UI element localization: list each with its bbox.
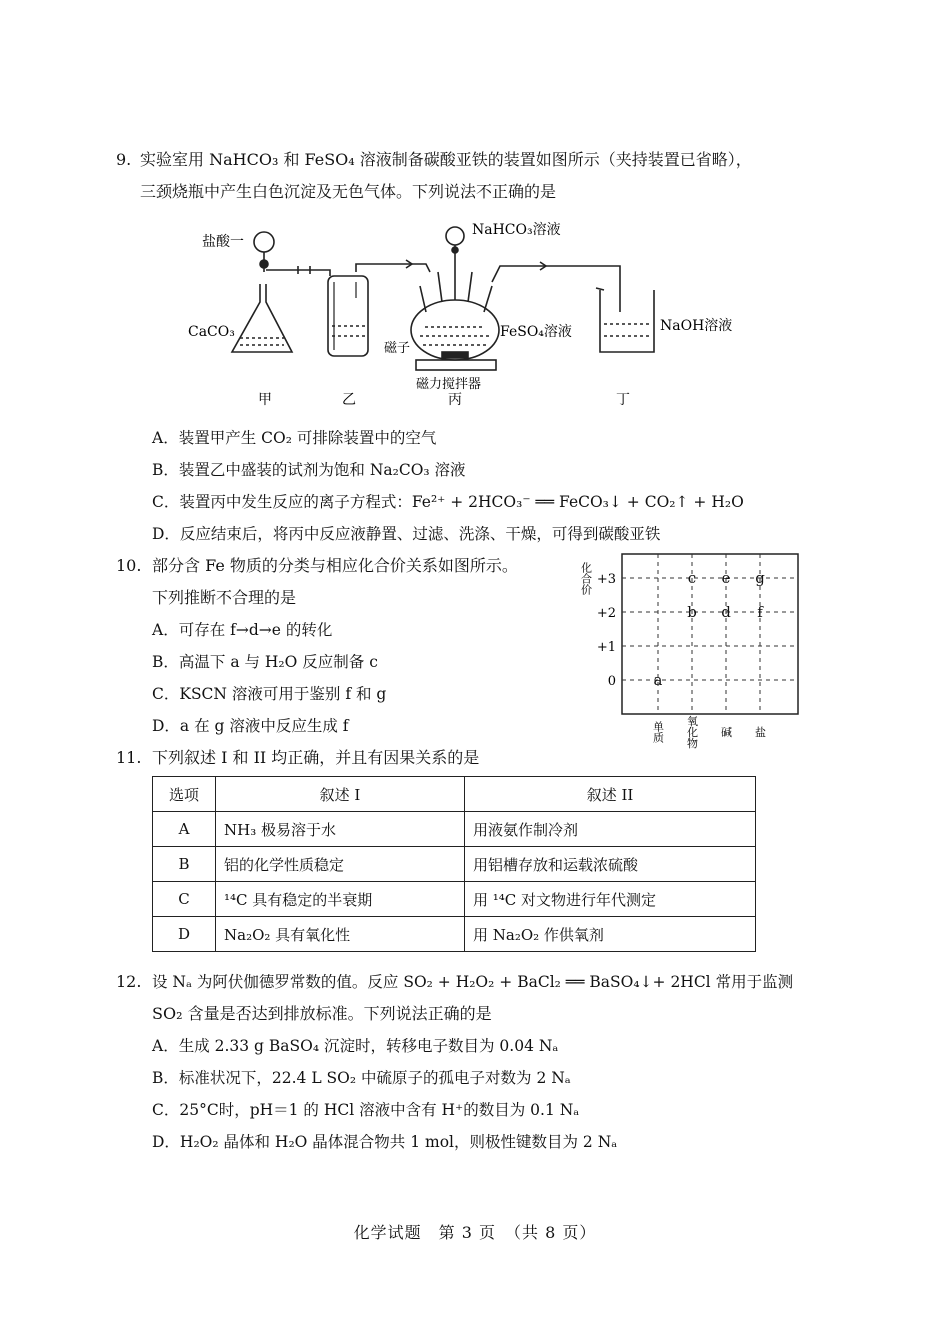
q10-stem-line1: 部分含 Fe 物质的分类与相应化合价关系如图所示。 [152, 556, 518, 575]
q11-number: 11. [116, 748, 142, 767]
q9-number: 9. [116, 150, 132, 169]
y-tick-label: +2 [596, 606, 616, 621]
table-cell: C [153, 882, 216, 917]
table-header-cell: 叙述 II [465, 777, 756, 812]
three-neck-flask-icon [411, 300, 499, 360]
point-a: a [653, 671, 663, 689]
label-naoh: NaOH溶液 [660, 318, 733, 334]
table-cell: Na₂O₂ 具有氧化性 [216, 917, 465, 952]
beaker-icon [600, 290, 654, 352]
q12-option-c: C．25°C时，pH＝1 的 HCl 溶液中含有 H⁺的数目为 0.1 Nₐ [152, 1101, 580, 1119]
table-cell: 用 Na₂O₂ 作供氧剂 [465, 917, 756, 952]
table-cell: NH₃ 极易溶于水 [216, 812, 465, 847]
table-cell: 用液氨作制冷剂 [465, 812, 756, 847]
q10-number: 10. [116, 556, 142, 575]
label-nahco3: NaHCO₃溶液 [472, 222, 561, 238]
table-cell: 用铝槽存放和运载浓硫酸 [465, 847, 756, 882]
q9-option-d: D．反应结束后，将丙中反应液静置、过滤、洗涤、干燥，可得到碳酸亚铁 [152, 525, 661, 543]
point-c: c [687, 569, 697, 587]
label-magnet: 磁子 [384, 341, 411, 356]
y-tick-label: +3 [596, 572, 616, 587]
table-row [153, 812, 756, 847]
q10-option-d: D．a 在 g 溶液中反应生成 f [152, 717, 349, 735]
q10-stem-line2: 下列推断不合理的是 [152, 588, 297, 607]
table-cell: 铝的化学性质稳定 [216, 847, 465, 882]
label-bing: 丙 [448, 392, 462, 408]
label-jia: 甲 [258, 392, 272, 408]
q11-stem: 下列叙述 I 和 II 均正确，并且有因果关系的是 [152, 748, 480, 767]
point-b: b [687, 603, 697, 621]
label-feso4: FeSO₄溶液 [500, 324, 572, 340]
point-e: e [721, 569, 731, 587]
label-caco3: CaCO₃ [188, 324, 235, 340]
table-row [153, 917, 756, 952]
point-f: f [757, 603, 763, 621]
separatory-funnel-icon [254, 232, 274, 252]
table-cell: A [153, 812, 216, 847]
table-row [153, 847, 756, 882]
q9-option-b: B．装置乙中盛装的试剂为饱和 Na₂CO₃ 溶液 [152, 461, 466, 479]
chart-ylabel: 化合价 [579, 562, 593, 595]
table-row [153, 882, 756, 917]
q12-stem-line2: SO₂ 含量是否达到排放标准。下列说法正确的是 [152, 1004, 492, 1023]
point-g: g [755, 569, 765, 587]
q9-apparatus-figure [180, 212, 780, 412]
q12-number: 12. [116, 972, 142, 991]
q10-option-c: C．KSCN 溶液可用于鉴别 f 和 g [152, 685, 387, 703]
q12-option-d: D．H₂O₂ 晶体和 H₂O 晶体混合物共 1 mol，则极性键数目为 2 Nₐ [152, 1133, 618, 1151]
table-cell: D [153, 917, 216, 952]
table-cell: 用 ¹⁴C 对文物进行年代测定 [465, 882, 756, 917]
q10-option-b: B．高温下 a 与 H₂O 反应制备 c [152, 653, 378, 671]
y-tick-label: +1 [596, 640, 616, 655]
q9-stem-line1: 实验室用 NaHCO₃ 和 FeSO₄ 溶液制备碳酸亚铁的装置如图所示（夹持装置已省略）， [140, 150, 752, 169]
x-category-label: 碱 [719, 726, 733, 738]
table-header-cell: 叙述 I [216, 777, 465, 812]
label-ding: 丁 [616, 392, 630, 408]
magnetic-stirrer-icon [416, 360, 496, 370]
q9-stem-line2: 三颈烧瓶中产生白色沉淀及无色气体。下列说法不正确的是 [140, 182, 557, 201]
q12-stem-line1: 设 Nₐ 为阿伏伽德罗常数的值。反应 SO₂ + H₂O₂ + BaCl₂ ══ BaSO₄↓+ 2HCl 常用于监测 [152, 973, 794, 991]
q9-option-c: C．装置丙中发生反应的离子方程式：Fe²⁺ + 2HCO₃⁻ ══ FeCO₃↓ + CO₂↑ + H₂O [152, 493, 744, 511]
x-category-label: 盐 [753, 726, 767, 738]
point-d: d [721, 603, 731, 621]
table-cell: B [153, 847, 216, 882]
label-yi: 乙 [342, 392, 356, 408]
q9-option-a: A．装置甲产生 CO₂ 可排除装置中的空气 [152, 429, 437, 447]
x-category-label: 单质 [651, 721, 665, 743]
page-footer: 化学试题 第 3 页 （共 8 页） [353, 1223, 597, 1242]
label-stirrer: 磁力搅拌器 [416, 377, 482, 392]
q11-table [152, 776, 756, 952]
q10-option-a: A．可存在 f→d→e 的转化 [152, 621, 333, 639]
q12-option-b: B．标准状况下，22.4 L SO₂ 中硫原子的孤电子对数为 2 Nₐ [152, 1069, 571, 1087]
label-hcl: 盐酸一 [202, 234, 244, 250]
x-category-label: 氧化物 [685, 715, 699, 749]
table-header-cell: 选项 [153, 777, 216, 812]
q10-valence-chart [576, 548, 812, 774]
erlenmeyer-flask-icon [232, 284, 292, 352]
table-header-row [153, 777, 756, 812]
y-tick-label: 0 [607, 674, 616, 689]
q12-option-a: A．生成 2.33 g BaSO₄ 沉淀时，转移电子数目为 0.04 Nₐ [152, 1037, 559, 1055]
table-cell: ¹⁴C 具有稳定的半衰期 [216, 882, 465, 917]
